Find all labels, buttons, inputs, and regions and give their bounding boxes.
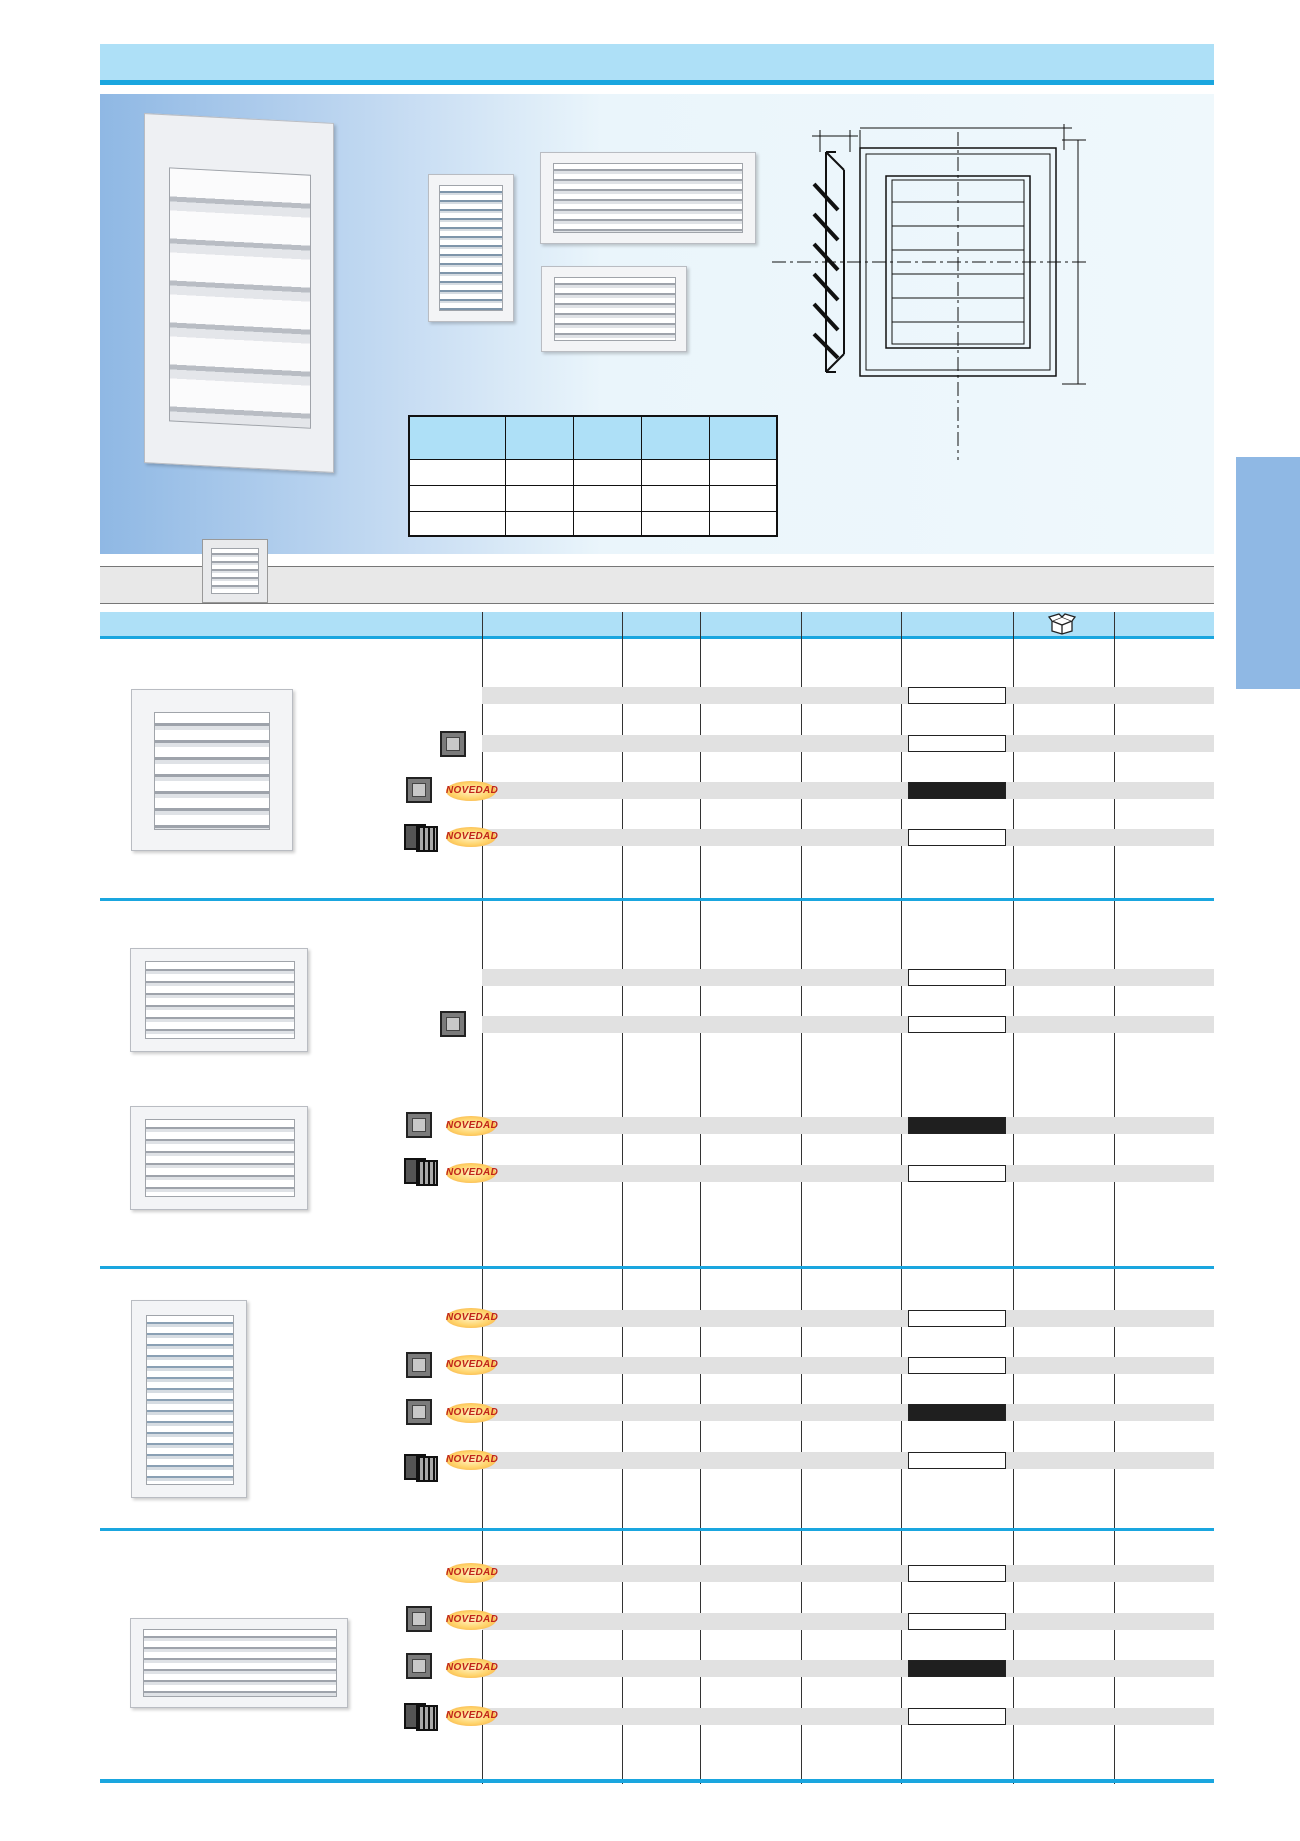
- product-code-box: [908, 1357, 1006, 1374]
- product-photo-long-grille: [130, 1618, 348, 1708]
- grille-icon: [406, 1606, 432, 1632]
- dimensions-table-header: [410, 417, 776, 460]
- product-code-box: [908, 1613, 1006, 1630]
- product-code-box: [908, 969, 1006, 986]
- product-code-box: [908, 1016, 1006, 1033]
- large-grille-photo: [144, 113, 334, 473]
- product-code-box-dark: [908, 1404, 1006, 1421]
- wide-grille-photo: [540, 152, 756, 244]
- novedad-badge: NOVEDAD: [446, 1706, 496, 1726]
- grille-icon: [440, 1011, 466, 1037]
- section-divider: [100, 898, 1214, 901]
- product-photo-vertical-grille: [131, 1300, 247, 1498]
- top-rule: [100, 80, 1214, 85]
- novedad-badge: NOVEDAD: [446, 1163, 496, 1183]
- grille-icon: [406, 1112, 432, 1138]
- novedad-badge: NOVEDAD: [446, 781, 496, 801]
- hero-banner: [100, 94, 1214, 554]
- medium-grille-photo: [541, 266, 687, 352]
- bottom-rule: [100, 1779, 1214, 1783]
- section-divider: [100, 1528, 1214, 1531]
- product-photo-rect-grille-2: [130, 1106, 308, 1210]
- grille-icon: [406, 1352, 432, 1378]
- subheader-thumbnail: [202, 539, 268, 603]
- technical-drawing: [772, 122, 1090, 462]
- novedad-badge: NOVEDAD: [446, 1116, 496, 1136]
- product-code-box: [908, 1310, 1006, 1327]
- product-photo-square-grille: [131, 689, 293, 851]
- product-code-box: [908, 1452, 1006, 1469]
- product-code-box: [908, 829, 1006, 846]
- product-code-box: [908, 687, 1006, 704]
- grille-icon: [406, 1399, 432, 1425]
- dimensions-table: [408, 415, 778, 537]
- product-code-box: [908, 1165, 1006, 1182]
- product-photo-rect-grille: [130, 948, 308, 1052]
- product-code-box: [908, 1708, 1006, 1725]
- double-grille-icon: [404, 1158, 440, 1186]
- section-divider: [100, 1266, 1214, 1269]
- grille-icon: [440, 731, 466, 757]
- double-grille-icon: [404, 824, 440, 852]
- novedad-badge: NOVEDAD: [446, 1563, 496, 1583]
- novedad-badge: NOVEDAD: [446, 1610, 496, 1630]
- novedad-badge: NOVEDAD: [446, 1308, 496, 1328]
- vertical-grille-photo: [428, 174, 514, 322]
- novedad-badge: NOVEDAD: [446, 1450, 496, 1470]
- grille-icon: [406, 1653, 432, 1679]
- novedad-badge: NOVEDAD: [446, 827, 496, 847]
- top-title-band: [100, 44, 1214, 80]
- grille-icon: [406, 777, 432, 803]
- product-code-box-dark: [908, 1117, 1006, 1134]
- box-icon: [1048, 613, 1076, 635]
- product-code-box-dark: [908, 1660, 1006, 1677]
- product-code-box: [908, 735, 1006, 752]
- side-section-tab[interactable]: [1236, 457, 1300, 689]
- double-grille-icon: [404, 1703, 440, 1731]
- product-code-box-dark: [908, 782, 1006, 799]
- double-grille-icon: [404, 1454, 440, 1482]
- novedad-badge: NOVEDAD: [446, 1355, 496, 1375]
- table-header-bar: [100, 612, 1214, 639]
- product-code-box: [908, 1565, 1006, 1582]
- novedad-badge: NOVEDAD: [446, 1658, 496, 1678]
- novedad-badge: NOVEDAD: [446, 1403, 496, 1423]
